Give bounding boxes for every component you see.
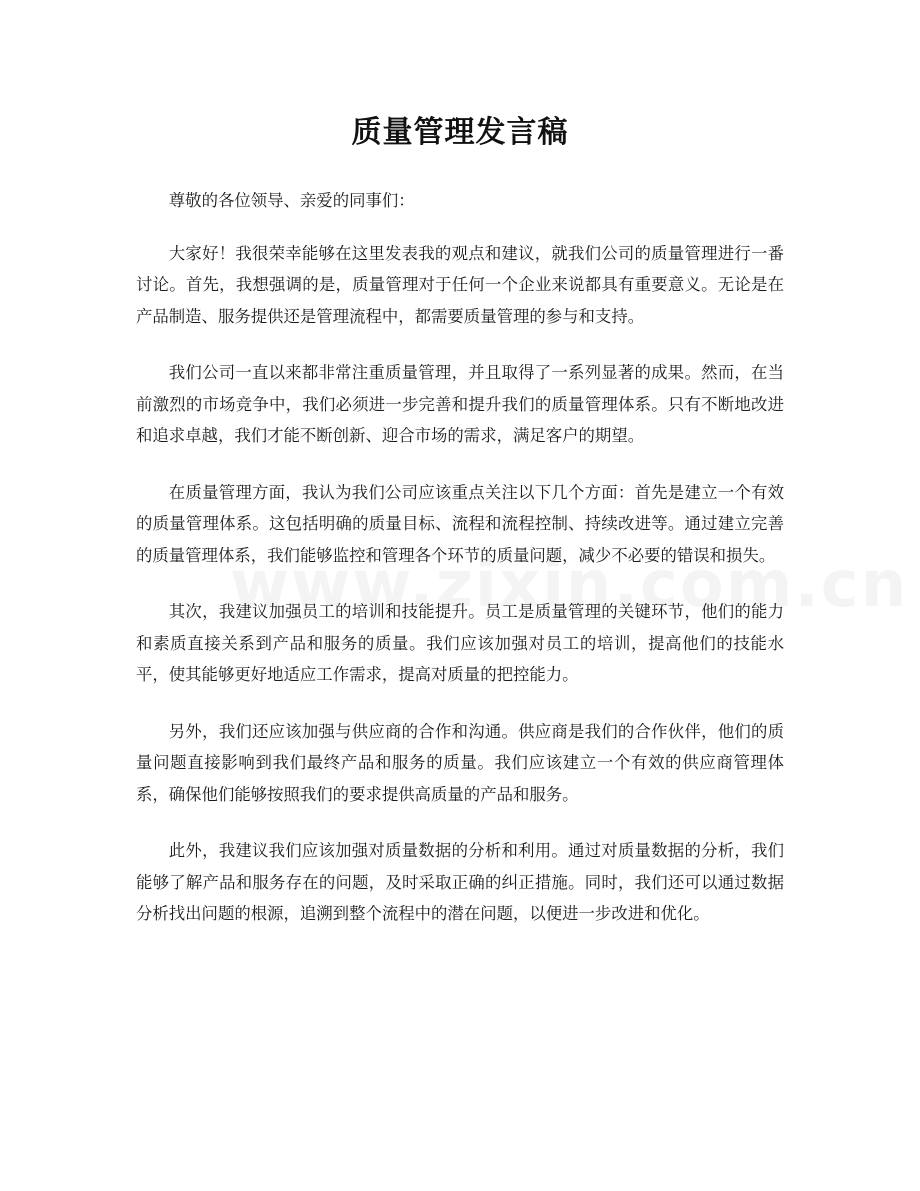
paragraph-quality-system: 在质量管理方面，我认为我们公司应该重点关注以下几个方面：首先是建立一个有效的质量管理体系。这包括明确的质量目标、流程和流程控制、持续改进等。通过建立完善的质量管理体系，我们能够监控和管理各个环节的质量问题，减少不必要的错误和损失。 [136,482,784,565]
paragraph-data-analysis: 此外，我建议我们应该加强对质量数据的分析和利用。通过对质量数据的分析，我们能够了解产品和服务存在的问题，及时采取正确的纠正措施。同时，我们还可以通过数据分析找出问题的根源，追溯到整个流程中的潜在问题，以便进一步改进和优化。 [136,841,784,923]
document-body [136,185,784,930]
paragraph-introduction: 大家好！我很荣幸能够在这里发表我的观点和建议，就我们公司的质量管理进行一番讨论。首先，我想强调的是，质量管理对于任何一个企业来说都具有重要意义。无论是在产品制造、服务提供还是管理流程中，都需要质量管理的参与和支持。 [136,243,784,326]
document-title: 质量管理发言稿 [351,115,569,150]
paragraph-supplier-cooperation: 另外，我们还应该加强与供应商的合作和沟通。供应商是我们的合作伙伴，他们的质量问题直接影响到我们最终产品和服务的质量。我们应该建立一个有效的供应商管理体系，确保他们能够按照我们的要求提供高质量的产品和服务。 [136,721,784,804]
paragraph-current-status: 我们公司一直以来都非常注重质量管理，并且取得了一系列显著的成果。然而，在当前激烈的市场竞争中，我们必须进一步完善和提升我们的质量管理体系。只有不断地改进和追求卓越，我们才能不断创新、迎合市场的需求，满足客户的期望。 [136,363,784,445]
paragraph-employee-training: 其次，我建议加强员工的培训和技能提升。员工是质量管理的关键环节，他们的能力和素质直接关系到产品和服务的质量。我们应该加强对员工的培训，提高他们的技能水平，使其能够更好地适应工作需求，提高对质量的把控能力。 [136,602,784,684]
paragraph-greeting: 尊敬的各位领导、亲爱的同事们： [168,191,415,210]
